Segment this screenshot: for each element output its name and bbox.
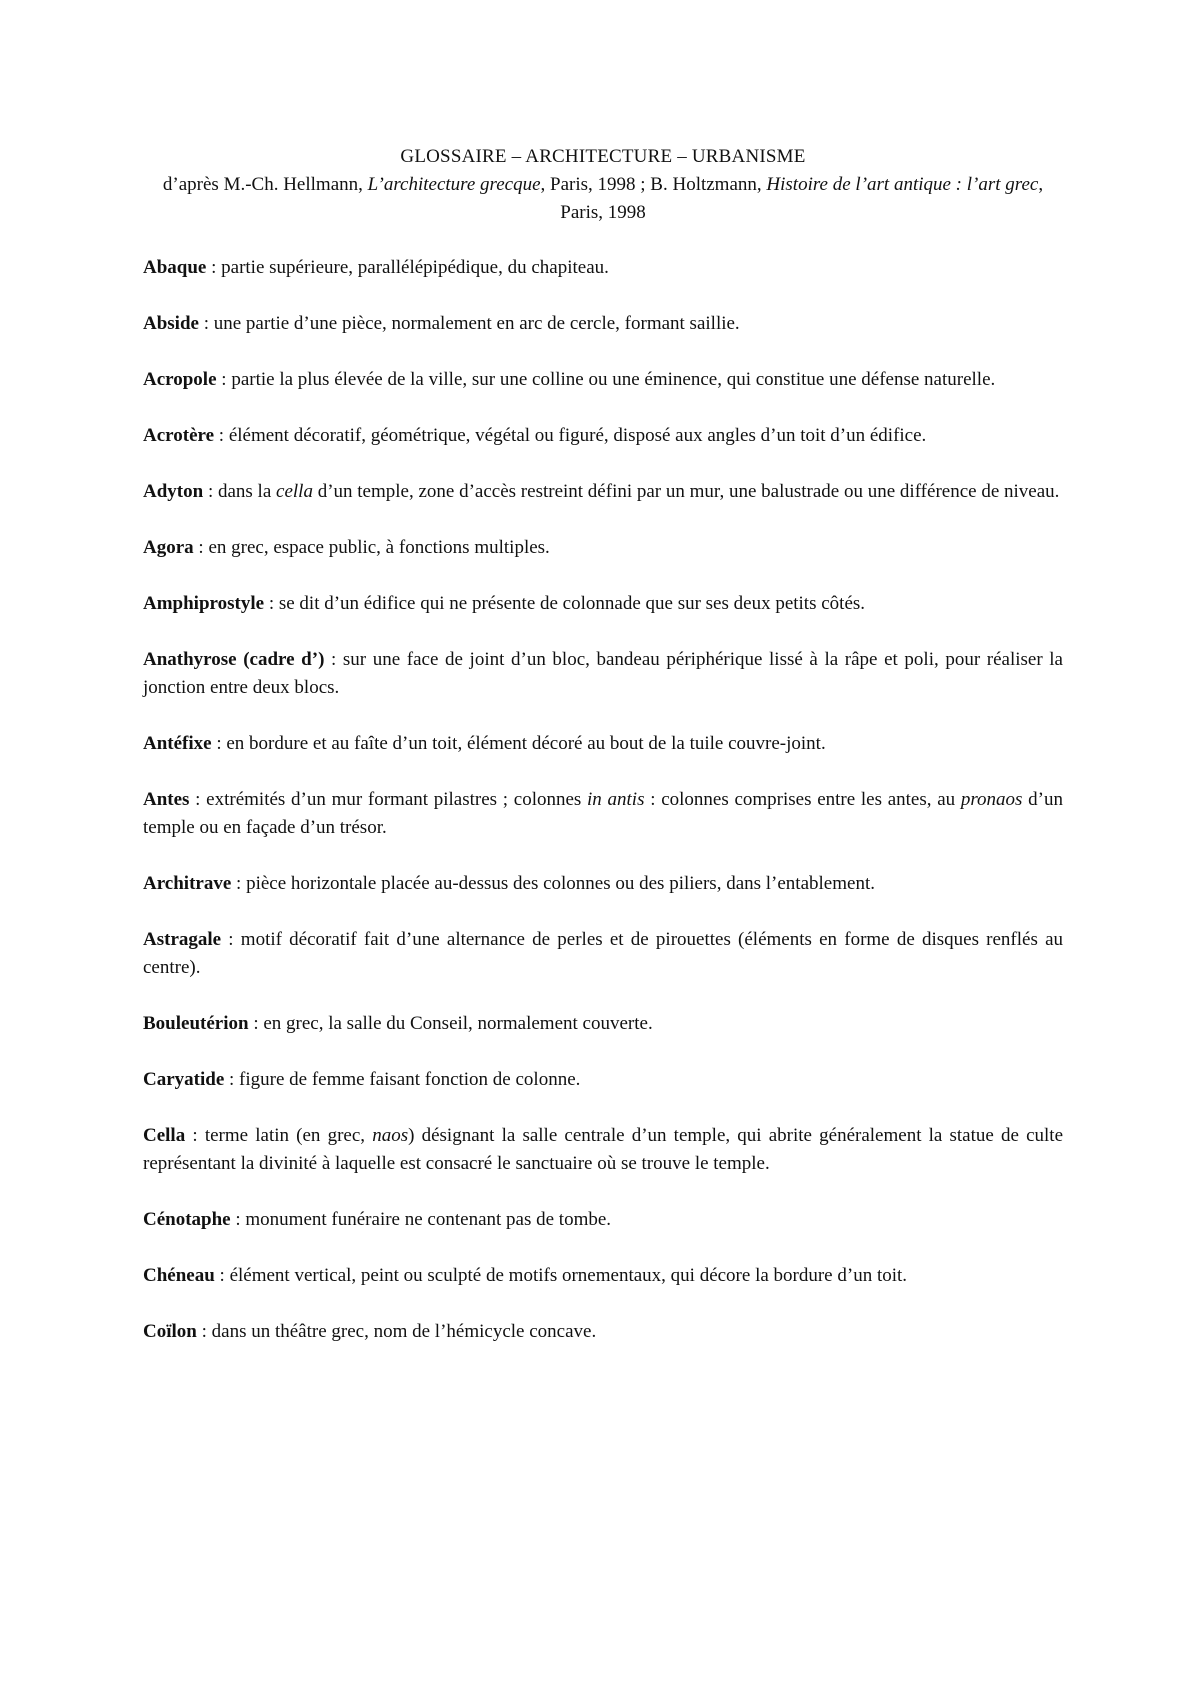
term-separator: : [214,425,229,446]
text-segment: pièce horizontale placée au-dessus des colonnes ou des piliers, dans l’entablement. [246,873,875,894]
glossary-entry [143,254,1063,282]
glossary-term: Agora [143,537,194,558]
term-separator: : [185,1125,205,1146]
glossary-definition [239,1069,580,1090]
term-separator: : [224,1069,240,1090]
glossary-definition [229,425,926,446]
glossary-term: Chéneau [143,1265,215,1286]
glossary-definition [221,257,609,278]
term-separator: : [214,1265,230,1286]
text-segment: se dit d’un édifice qui ne présente de colonnade que sur ses deux petits côtés. [278,593,866,614]
term-separator: : [324,649,343,670]
term-separator: : [189,789,207,810]
glossary-entry [143,590,1063,618]
term-separator: : [248,1013,264,1034]
glossary-entry [143,478,1063,506]
term-separator: : [221,929,241,950]
glossary-definition [279,593,865,614]
document-page [143,143,1063,1374]
term-separator: : [211,733,227,754]
glossary-entry [143,534,1063,562]
term-separator: : [206,257,222,278]
document-source-citation [143,171,1063,227]
glossary-entry [143,1206,1063,1234]
text-segment: , Paris, 1998 ; B. Holtzmann, [540,174,767,195]
glossary-definition [208,537,549,558]
glossary-term: Coïlon [143,1321,197,1342]
text-segment: d’un temple ou en façade d’un trésor. [143,789,1063,838]
glossary-list [143,254,1063,1346]
term-separator: : [193,537,209,558]
glossary-entry [143,422,1063,450]
text-segment: en grec, la salle du Conseil, normalement couverte. [263,1013,653,1034]
text-segment: d’après M.-Ch. Hellmann, [162,174,368,195]
glossary-definition [214,313,740,334]
glossary-definition [245,1209,611,1230]
glossary-entry [143,786,1063,842]
text-segment: dans la [217,481,277,502]
glossary-definition [226,733,825,754]
text-segment: une partie d’une pièce, normalement en arc de cercle, formant saillie. [213,313,740,334]
glossary-entry [143,366,1063,394]
glossary-definition [246,873,875,894]
glossary-entry [143,310,1063,338]
glossary-term: Antéfixe [143,733,212,754]
glossary-term: Antes [143,789,190,810]
document-header [143,143,1063,227]
term-separator: : [198,313,214,334]
document-title: GLOSSAIRE – ARCHITECTURE – URBANISME [400,146,806,167]
glossary-term: Amphiprostyle [143,593,265,614]
italic-text: L’architecture grecque [367,174,541,195]
italic-text: pronaos [960,789,1023,810]
text-segment: partie supérieure, parallélépipédique, du chapiteau. [221,257,609,278]
text-segment: en grec, espace public, à fonctions multiples. [208,537,550,558]
italic-text: in antis [587,789,645,810]
text-segment: sur une face de joint d’un bloc, bandeau périphérique lissé à la râpe et poli, pour réaliser la jonction entre deux blocs. [143,649,1063,698]
text-segment: en bordure et au faîte d’un toit, élément décoré au bout de la tuile couvre-joint. [226,733,826,754]
term-separator: : [216,369,232,390]
text-segment: motif décoratif fait d’une alternance de perles et de pirouettes (éléments en forme de disques renflés au centre). [143,929,1064,978]
text-segment: : colonnes comprises entre les antes, au [644,789,961,810]
glossary-definition [218,481,1059,502]
glossary-entry [143,730,1063,758]
term-separator: : [230,1209,246,1230]
glossary-term: Astragale [143,929,222,950]
term-separator: : [264,593,279,614]
glossary-entry [143,1010,1063,1038]
glossary-entry [143,926,1063,982]
text-segment: monument funéraire ne contenant pas de tombe. [245,1209,612,1230]
text-segment: dans un théâtre grec, nom de l’hémicycle concave. [211,1321,597,1342]
italic-text: naos [372,1125,409,1146]
glossary-entry [143,1318,1063,1346]
italic-text: Histoire de l’art antique : l’art grec [766,174,1039,195]
glossary-definition [143,1125,1063,1174]
glossary-term: Cénotaphe [143,1209,231,1230]
glossary-definition [231,369,995,390]
glossary-entry [143,1066,1063,1094]
glossary-term: Acropole [143,369,217,390]
term-separator: : [203,481,218,502]
glossary-entry [143,1122,1063,1178]
glossary-definition [143,789,1063,838]
glossary-entry [143,870,1063,898]
glossary-term: Acrotère [143,425,215,446]
glossary-definition [212,1321,597,1342]
glossary-entry [143,646,1063,702]
text-segment: extrémités d’un mur formant pilastres ; colonnes [206,789,588,810]
text-segment: élément vertical, peint ou sculpté de motifs ornementaux, qui décore la bordure d’un toit. [229,1265,908,1286]
text-segment: d’un temple, zone d’accès restreint défini par un mur, une balustrade ou une différence de niveau. [312,481,1060,502]
glossary-term: Abaque [143,257,207,278]
glossary-term: Anathyrose (cadre d’) [143,649,325,670]
text-segment: partie la plus élevée de la ville, sur une colline ou une éminence, qui constitue une défense naturelle. [231,369,996,390]
glossary-term: Architrave [143,873,232,894]
glossary-term: Adyton [143,481,204,502]
glossary-term: Cella [143,1125,186,1146]
text-segment: , Paris, 1998 [560,174,1044,223]
glossary-definition [230,1265,907,1286]
text-segment: figure de femme faisant fonction de colonne. [239,1069,581,1090]
text-segment: ) désignant la salle centrale d’un temple, qui abrite généralement la statue de culte représentant la divinité à laquelle est consacré le sanctuaire où se trouve le temple. [143,1125,1064,1174]
term-separator: : [196,1321,212,1342]
glossary-entry [143,1262,1063,1290]
glossary-definition [263,1013,652,1034]
glossary-term: Caryatide [143,1069,225,1090]
glossary-definition [143,929,1063,978]
glossary-term: Bouleutérion [143,1013,249,1034]
glossary-term: Abside [143,313,199,334]
term-separator: : [231,873,247,894]
text-segment: terme latin (en grec, [204,1125,373,1146]
text-segment: élément décoratif, géométrique, végétal ou figuré, disposé aux angles d’un toit d’un édifice. [228,425,927,446]
italic-text: cella [276,481,313,502]
